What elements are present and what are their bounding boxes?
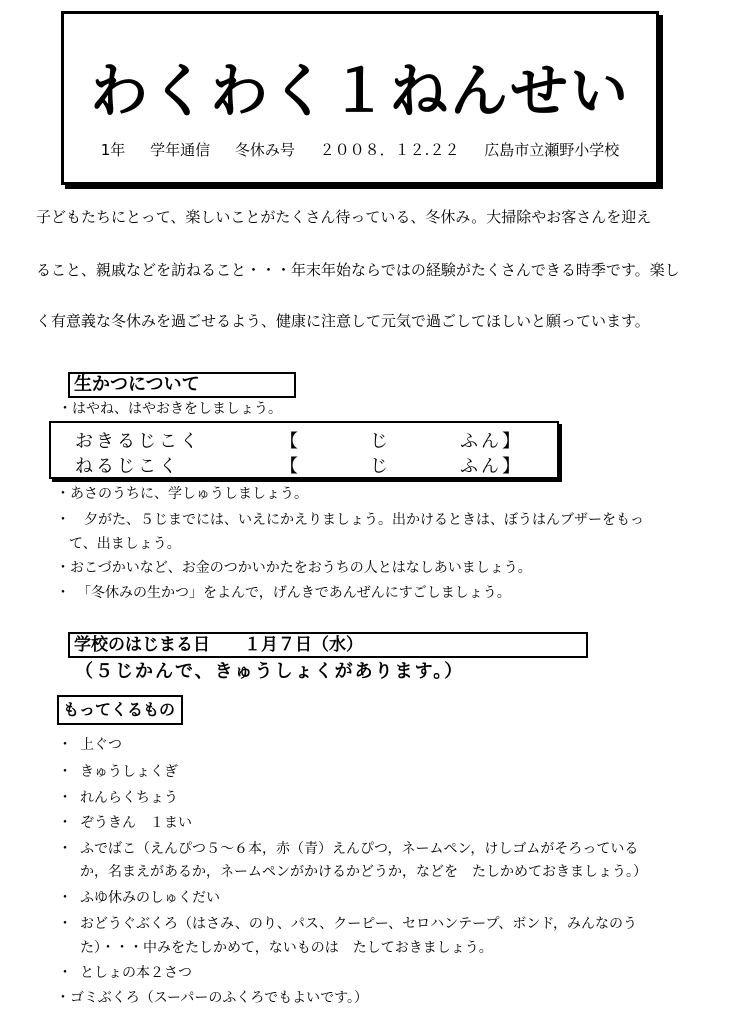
times-box xyxy=(49,421,559,479)
page-title: わくわく１ねんせい xyxy=(89,57,630,125)
intro-line-2: ること、親戚などを訪ねること・・・年末年始ならではの経験がたくさんできる時季です。楽し xyxy=(36,261,680,279)
newsletter-info xyxy=(64,139,656,160)
lifestyle-item-3a: ・ 夕がた、５じまでには、いえにかえりましょう。出かけるときは、ぼうはんブザーをもっ xyxy=(56,512,644,528)
intro-line-3: く有意義な冬休みを過ごせるよう、健康に注意して元気で過ごしてほしいと願っています。 xyxy=(36,312,650,330)
issue-date: ２００８．１２.２２ xyxy=(319,141,460,159)
school-name: 広島市立瀬野小学校 xyxy=(484,141,620,159)
grade: 1年 xyxy=(100,141,126,159)
lifestyle-item-4: ・おこづかいなど、お金のつかいかたをおうちの人とはなしあいましょう。 xyxy=(56,560,532,576)
bring-item-8: ・ としょの本２さつ xyxy=(58,965,192,981)
lifestyle-item-3b: て、出ましょう。 xyxy=(69,536,181,552)
bring-item-2: ・ きゅうしょくぎ xyxy=(58,764,178,780)
bring-item-6: ・ ふゆ休みのしゅくだい xyxy=(58,890,220,906)
header-box xyxy=(61,11,659,185)
intro-line-1: 子どもたちにとって、楽しいことがたくさん待っている、冬休み。大掃除やお客さんを迎え xyxy=(36,208,652,226)
sleep-bracket: 【 xyxy=(280,456,301,477)
wake-bracket: 【 xyxy=(280,431,301,452)
bring-item-1: ・ 上ぐつ xyxy=(58,737,122,753)
wake-minute-unit: ふん】 xyxy=(460,431,523,452)
lifestyle-heading: 生かつについて xyxy=(68,372,296,398)
bring-item-9: ・ゴミぶくろ（スーパーのふくろでもよいです。） xyxy=(56,990,369,1006)
school-start-heading: 学校のはじまる日 １月７日（水） xyxy=(68,632,588,658)
wake-label: おきるじこく xyxy=(75,431,201,452)
bring-item-7-cont: た）・・・中みをたしかめて，ないものは たしておきましょう。 xyxy=(80,940,493,956)
bring-item-4: ・ ぞうきん １まい xyxy=(58,815,192,831)
bring-item-7: ・ おどうぐぶくろ（はさみ、のり、パス、クーピー、セロハンテープ、ボンド，みんなのう xyxy=(58,916,638,932)
sleep-hour-unit: じ xyxy=(370,456,391,477)
issue-name: 冬休み号 xyxy=(234,141,295,159)
newsletter-type: 学年通信 xyxy=(150,141,211,159)
lifestyle-item-1: ・はやね、はやおきをしましょう。 xyxy=(58,401,282,417)
wake-hour-unit: じ xyxy=(370,431,391,452)
lifestyle-item-2: ・あさのうちに、学しゅうしましょう。 xyxy=(56,486,308,502)
bring-heading: もってくるもの xyxy=(57,695,183,725)
sleep-label: ねるじこく xyxy=(75,456,180,477)
sleep-minute-unit: ふん】 xyxy=(460,456,523,477)
bring-item-3: ・ れんらくちょう xyxy=(58,790,178,806)
lifestyle-item-5: ・ 「冬休みの生かつ」をよんで，げんきであんぜんにすごしましょう。 xyxy=(56,585,511,601)
bring-item-5: ・ ふでばこ（えんぴつ５～６本，赤（青）えんぴつ，ネームペン，けしゴムがそろっている xyxy=(58,841,639,857)
school-start-note: （５じかんで、きゅうしょくがあります。） xyxy=(75,661,465,682)
bring-item-5-cont: か，名まえがあるか，ネームペンがかけるかどうか，などを たしかめておきましょう。） xyxy=(80,864,647,880)
